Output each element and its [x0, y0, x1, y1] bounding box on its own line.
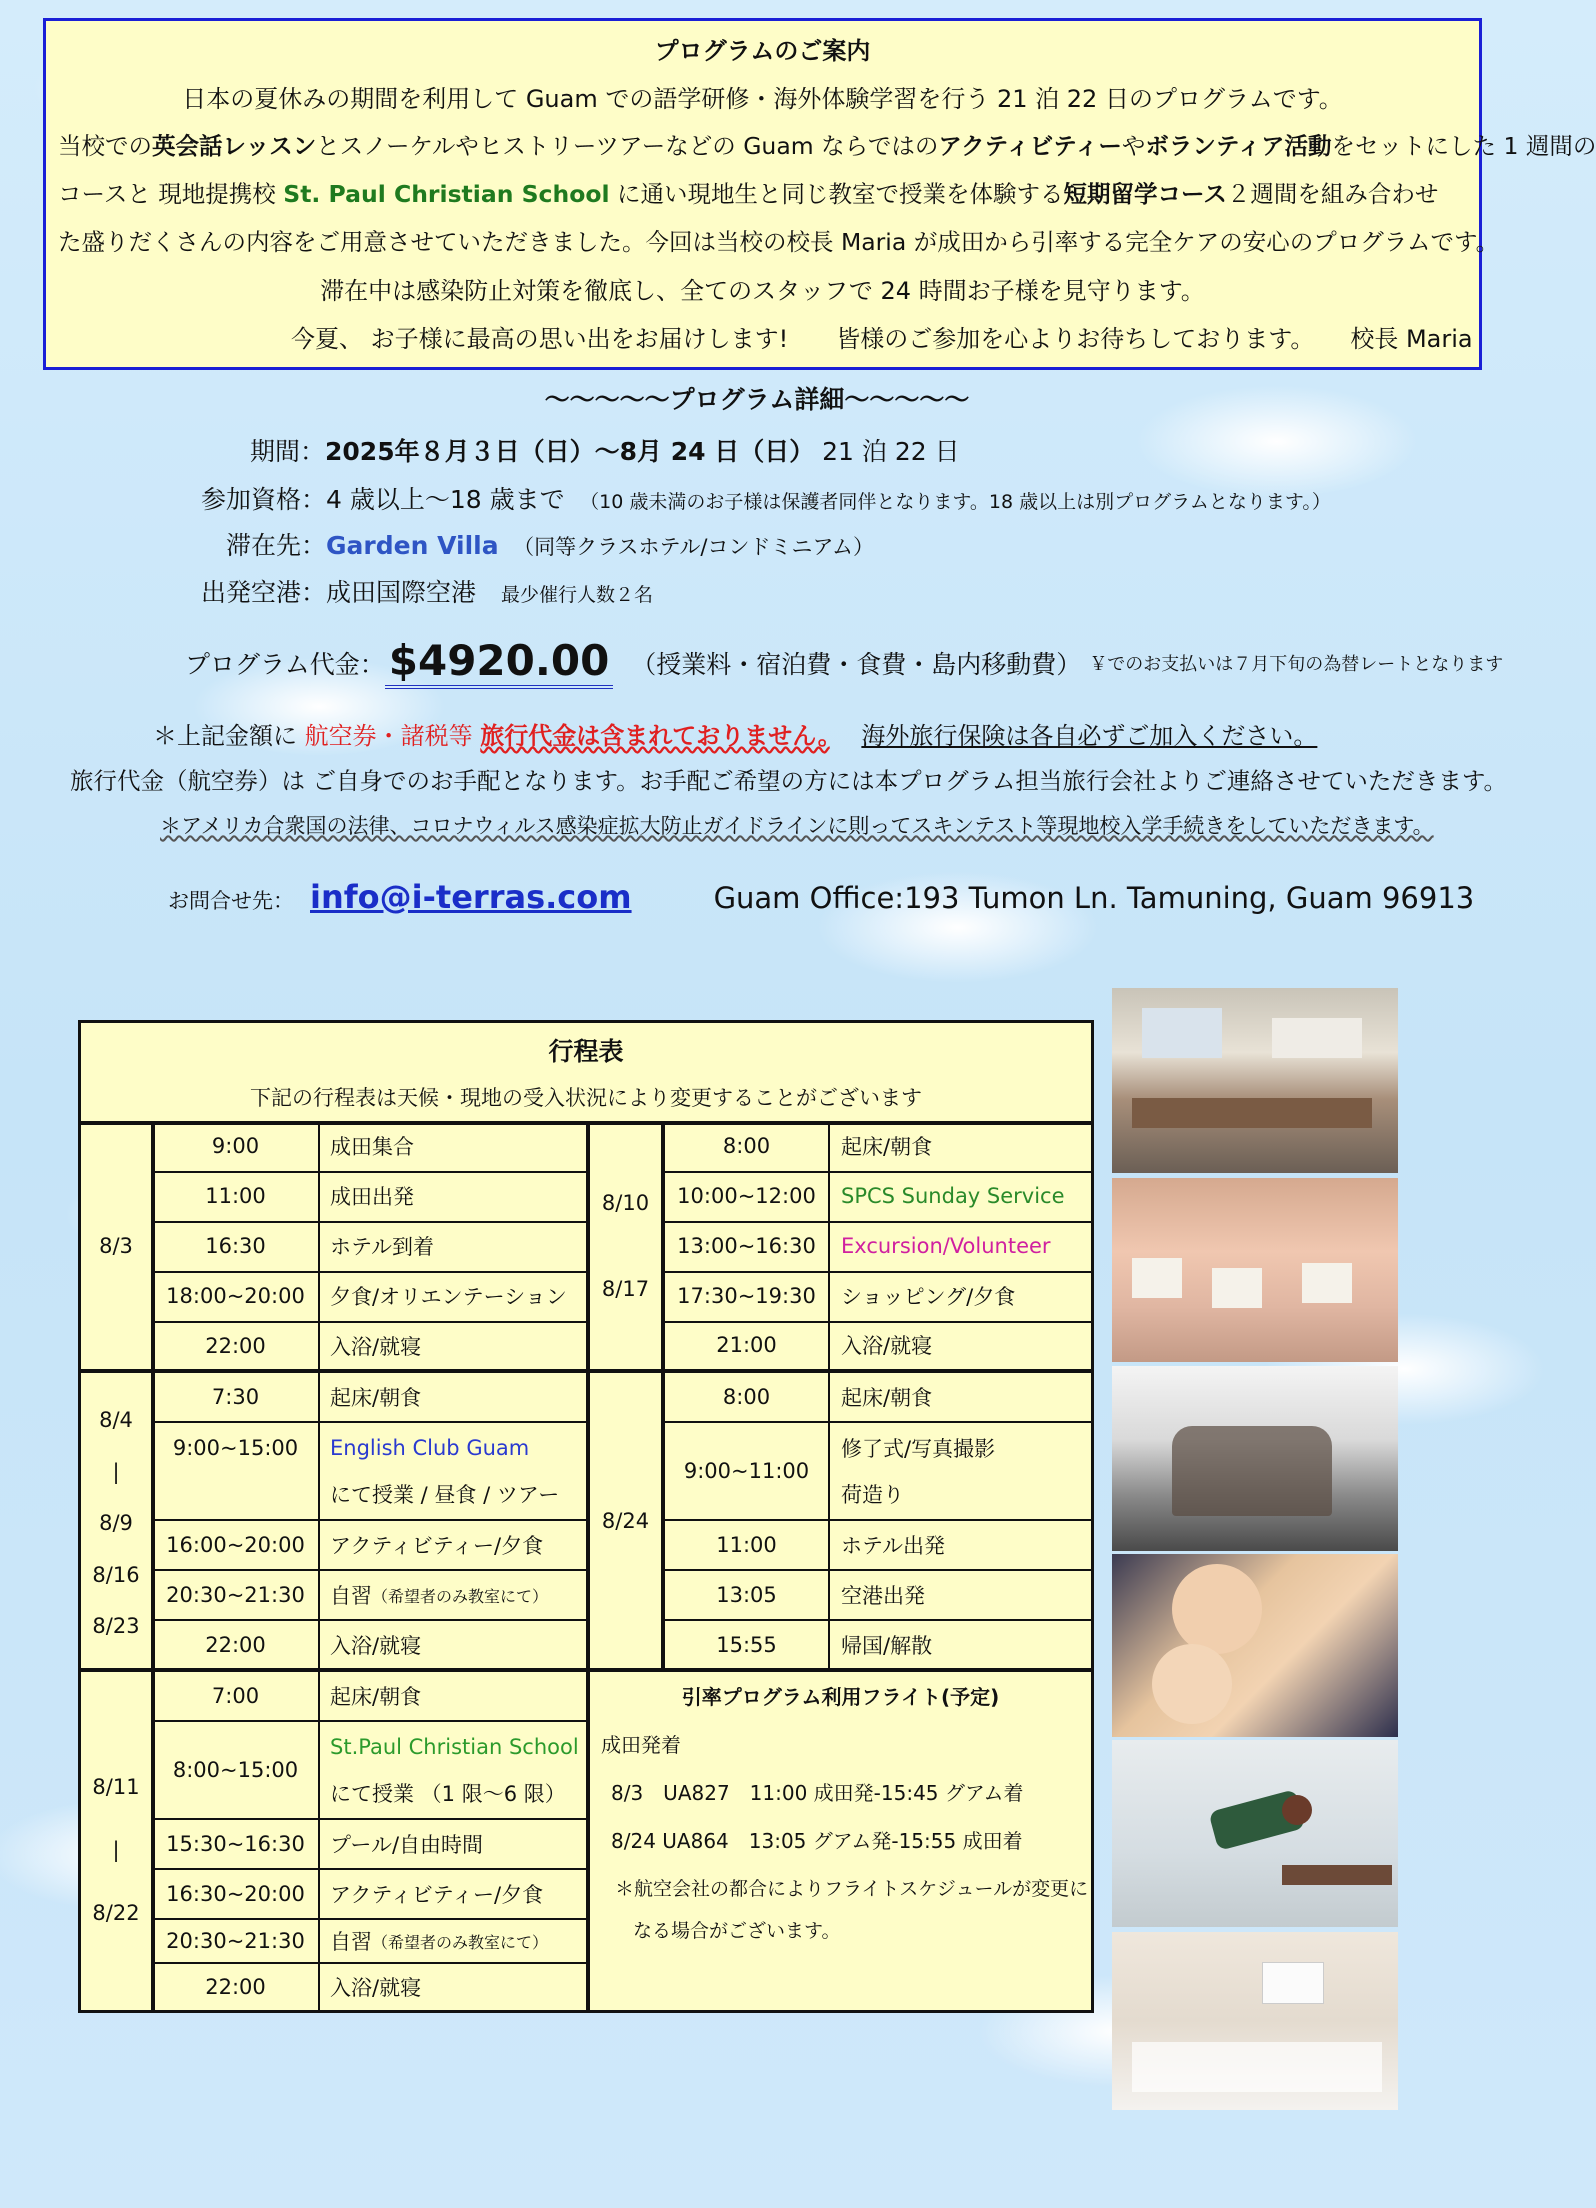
stay-row: 滞在先：Garden Villa （同等クラスホテル/コンドミニアム）: [226, 531, 875, 560]
flight-subtitle: 成田発着: [601, 1732, 681, 1757]
time-cell: 16:30~20:00: [166, 1882, 305, 1906]
time-cell: 7:30: [211, 1385, 260, 1409]
event-cell: 起床/朝食: [841, 1135, 933, 1159]
event-cell: 入浴/就寝: [841, 1334, 933, 1358]
time-cell: 13:00~16:30: [677, 1234, 816, 1258]
time-cell: 15:30~16:30: [166, 1832, 305, 1856]
event-cell: 帰国/解散: [841, 1633, 933, 1658]
contact-email-link[interactable]: info@i-terras.com: [310, 878, 632, 916]
time-cell: 17:30~19:30: [677, 1284, 816, 1308]
time-cell: 22:00: [205, 1975, 266, 1999]
time-cell: 8:00: [722, 1385, 771, 1409]
details-heading: ～～～～～プログラム詳細～～～～～: [544, 385, 970, 414]
time-cell: 11:00: [205, 1184, 266, 1208]
hotel-name: Garden Villa: [326, 531, 499, 560]
event-cell: 入浴/就寝: [330, 1633, 422, 1658]
flight-note-2: なる場合がございます。: [633, 1919, 841, 1942]
note-3: ＊アメリカ合衆国の法律、コロナウィルス感染症拡大防止ガイドラインに則ってスキンテスト等現地校入学手続きをしていただきます。: [160, 814, 1434, 838]
event-cell: 荷造り: [841, 1483, 904, 1507]
event-cell: 入浴/就寝: [330, 1976, 422, 2000]
time-cell: 22:00: [205, 1632, 266, 1657]
time-cell: 20:30~21:30: [166, 1583, 305, 1607]
intro-line-5: 滞在中は感染防止対策を徹底し、全てのスタッフで 24 時間お子様を見守ります。: [320, 277, 1205, 305]
intro-line-2: 当校での英会話レッスンとスノーケルやヒストリーツアーなどの Guam ならではのアクティビティーやボランティア活動をセットにした 1 週間の: [58, 132, 1596, 160]
time-cell: 16:00~20:00: [166, 1533, 305, 1557]
time-cell: 16:30: [205, 1234, 266, 1258]
schedule-table: [78, 1020, 1094, 2013]
intro-line-4: た盛りだくさんの内容をご用意させていただきました。今回は当校の校長 Maria が成田から引率する完全ケアの安心のプログラムです。: [58, 228, 1500, 256]
flight-note-1: ＊航空会社の都合によりフライトスケジュールが変更に: [615, 1877, 1089, 1900]
schedule-subtitle: 下記の行程表は天候・現地の受入状況により変更することがございます: [250, 1086, 922, 1110]
date-sundays: 8/10 8/17: [601, 1191, 650, 1301]
intro-line-3: コースと 現地提携校 St. Paul Christian School に通い現地生と同じ教室で授業を体験する短期留学コース２週間を組み合わせ: [58, 180, 1439, 208]
event-cell: 成田出発: [330, 1185, 414, 1209]
event-cell: 起床/朝食: [841, 1386, 933, 1410]
event-cell: 起床/朝食: [330, 1386, 422, 1410]
time-cell: 9:00: [211, 1134, 260, 1158]
event-cell: SPCS Sunday Service: [841, 1184, 1065, 1208]
jump-photo: [1112, 1740, 1398, 1927]
event-cell: 起床/朝食: [330, 1685, 422, 1709]
date-8-3: 8/3: [99, 1234, 133, 1258]
time-cell: 13:05: [716, 1583, 777, 1607]
flight-outbound: 8/3 UA827 11:00 成田発-15:45 グアム着: [611, 1780, 1024, 1805]
intro-box: [43, 18, 1596, 370]
intro-title: プログラムのご案内: [654, 37, 871, 65]
event-cell: 修了式/写真撮影: [841, 1437, 996, 1461]
intro-line-6: 今夏、 お子様に最高の思い出をお届けします! 皆様のご参加を心よりお待ちしております。 校長 Maria: [291, 325, 1473, 353]
contact-row: お問合せ先： info@i-terras.com Guam Office:193 Tumon Ln. Tamuning, Guam 96913: [168, 878, 1475, 916]
event-cell: ホテル到着: [330, 1235, 434, 1259]
time-cell: 9:00~15:00: [172, 1436, 299, 1460]
event-cell: 自習 （希望者のみ教室にて）: [330, 1930, 549, 1954]
date-weekdays-2: 8/11 | 8/22: [92, 1775, 140, 1925]
school-name: St. Paul Christian School: [283, 180, 610, 208]
date-8-24: 8/24: [601, 1508, 650, 1533]
time-cell: 21:00: [716, 1333, 777, 1357]
limousine-photo: [1112, 1366, 1398, 1551]
time-cell: 15:55: [716, 1632, 777, 1657]
event-cell: St.Paul Christian School: [330, 1735, 579, 1759]
event-cell: アクティビティー/夕食: [330, 1883, 544, 1907]
schedule-title: 行程表: [548, 1037, 624, 1066]
event-cell: にて授業 / 昼食 / ツアー: [330, 1483, 560, 1507]
selfie-photo: [1112, 1554, 1398, 1737]
event-cell: English Club Guam: [330, 1436, 530, 1460]
price: $4920.00: [385, 636, 614, 689]
flight-return: 8/24 UA864 13:05 グアム発-15:55 成田着: [611, 1828, 1023, 1853]
office-address: Guam Office:193 Tumon Ln. Tamuning, Guam 96913: [713, 881, 1475, 915]
eligibility-row: 参加資格：4 歳以上～18 歳まで （10 歳未満のお子様は保護者同伴となります。18 歳以上は別プログラムとなります。）: [201, 485, 1331, 514]
time-cell: 8:00~15:00: [172, 1758, 299, 1782]
time-cell: 20:30~21:30: [166, 1929, 305, 1953]
study-photo: [1112, 1932, 1398, 2110]
event-cell: にて授業 （1 限～6 限）: [330, 1782, 566, 1806]
intro-line-1: 日本の夏休みの期間を利用して Guam での語学研修・海外体験学習を行う 21 泊 22 日のプログラムです。: [182, 85, 1343, 113]
event-cell: アクティビティー/夕食: [330, 1534, 544, 1558]
classroom-photo: [1112, 988, 1398, 1173]
time-cell: 18:00~20:00: [166, 1284, 305, 1308]
time-cell: 22:00: [205, 1334, 266, 1358]
flight-title: 引率プログラム利用フライト(予定): [681, 1684, 1000, 1709]
fee-row: プログラム代金： $4920.00 （授業料・宿泊費・食費・島内移動費） ￥でのお支払いは７月下旬の為替レートとなります: [185, 636, 1503, 689]
time-cell: 9:00~11:00: [683, 1459, 810, 1483]
note-2: 旅行代金（航空券）は ご自身でのお手配となります。お手配ご希望の方には本プログラム担当旅行会社よりご連絡させていただきます。: [70, 767, 1507, 795]
event-cell: 夕食/オリエンテーション: [330, 1285, 567, 1309]
event-cell: 自習 （希望者のみ教室にて）: [330, 1584, 549, 1608]
period-row: 期間：2025年８月３日（日）～8月 24 日（日） 21 泊 22 日: [250, 437, 960, 466]
date-weekdays-1: 8/4 | 8/9 8/16 8/23: [92, 1408, 140, 1638]
event-cell: プール/自由時間: [330, 1833, 484, 1857]
event-cell: 入浴/就寝: [330, 1335, 422, 1359]
event-cell: 空港出発: [841, 1584, 925, 1608]
event-cell: 成田集合: [330, 1135, 414, 1159]
airport-row: 出発空港：成田国際空港 最少催行人数２名: [201, 578, 654, 607]
time-cell: 7:00: [211, 1684, 260, 1708]
time-cell: 10:00~12:00: [677, 1184, 816, 1208]
time-cell: 11:00: [716, 1533, 777, 1557]
certificate-photo: [1112, 1178, 1398, 1362]
time-cell: 8:00: [722, 1134, 771, 1158]
event-cell: ホテル出発: [841, 1534, 945, 1558]
note-1: ＊上記金額に 航空券・諸税等 旅行代金は含まれておりません。 海外旅行保険は各自必ずご加入ください。: [153, 722, 1318, 750]
event-cell: ショッピング/夕食: [841, 1285, 1016, 1309]
event-cell: Excursion/Volunteer: [841, 1234, 1051, 1258]
